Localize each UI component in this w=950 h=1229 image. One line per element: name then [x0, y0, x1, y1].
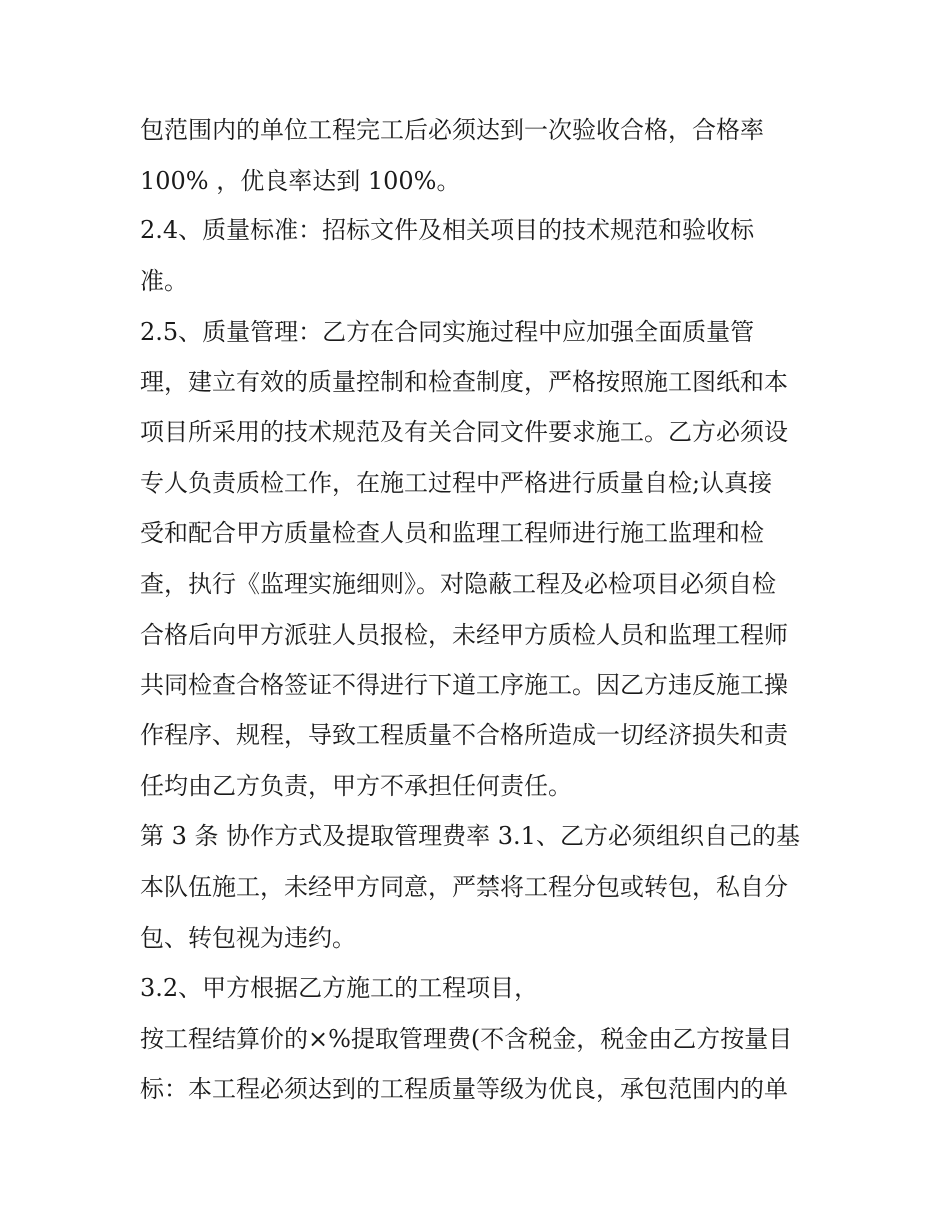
- text-line: 按工程结算价的×%提取管理费(不含税金，税金由乙方按量目: [140, 1025, 793, 1053]
- text-line: 2.4、质量标准：招标文件及相关项目的技术规范和验收标: [140, 216, 755, 244]
- text-line: 任均由乙方负责，甲方不承担任何责任。: [140, 772, 572, 800]
- text-line: 3.2、甲方根据乙方施工的工程项目，: [140, 974, 539, 1002]
- text-line: 第 3 条 协作方式及提取管理费率 3.1、乙方必须组织自己的基: [140, 822, 800, 850]
- text-line: 2.5、质量管理：乙方在合同实施过程中应加强全面质量管: [140, 318, 755, 346]
- text-line: 本队伍施工，未经甲方同意，严禁将工程分包或转包，私自分: [140, 873, 788, 901]
- text-line: 理，建立有效的质量控制和检查制度，严格按照施工图纸和本: [140, 368, 788, 396]
- text-line: 查，执行《监理实施细则》。对隐蔽工程及必检项目必须自检: [140, 570, 776, 598]
- text-line: 受和配合甲方质量检查人员和监理工程师进行施工监理和检: [140, 519, 764, 547]
- text-line: 100% ，优良率达到 100%。: [140, 167, 461, 195]
- text-line: 包范围内的单位工程完工后必须达到一次验收合格，合格率: [140, 116, 764, 144]
- text-line: 共同检查合格签证不得进行下道工序施工。因乙方违反施工操: [140, 671, 788, 699]
- text-line: 专人负责质检工作，在施工过程中严格进行质量自检;认真接: [140, 469, 773, 497]
- text-line: 合格后向甲方派驻人员报检，未经甲方质检人员和监理工程师: [140, 621, 788, 649]
- text-line: 项目所采用的技术规范及有关合同文件要求施工。乙方必须设: [140, 418, 788, 446]
- text-line: 作程序、规程，导致工程质量不合格所造成一切经济损失和责: [140, 721, 788, 749]
- text-line: 标：本工程必须达到的工程质量等级为优良，承包范围内的单: [140, 1075, 788, 1103]
- text-line: 准。: [140, 267, 188, 295]
- text-line: 包、转包视为违约。: [140, 924, 356, 952]
